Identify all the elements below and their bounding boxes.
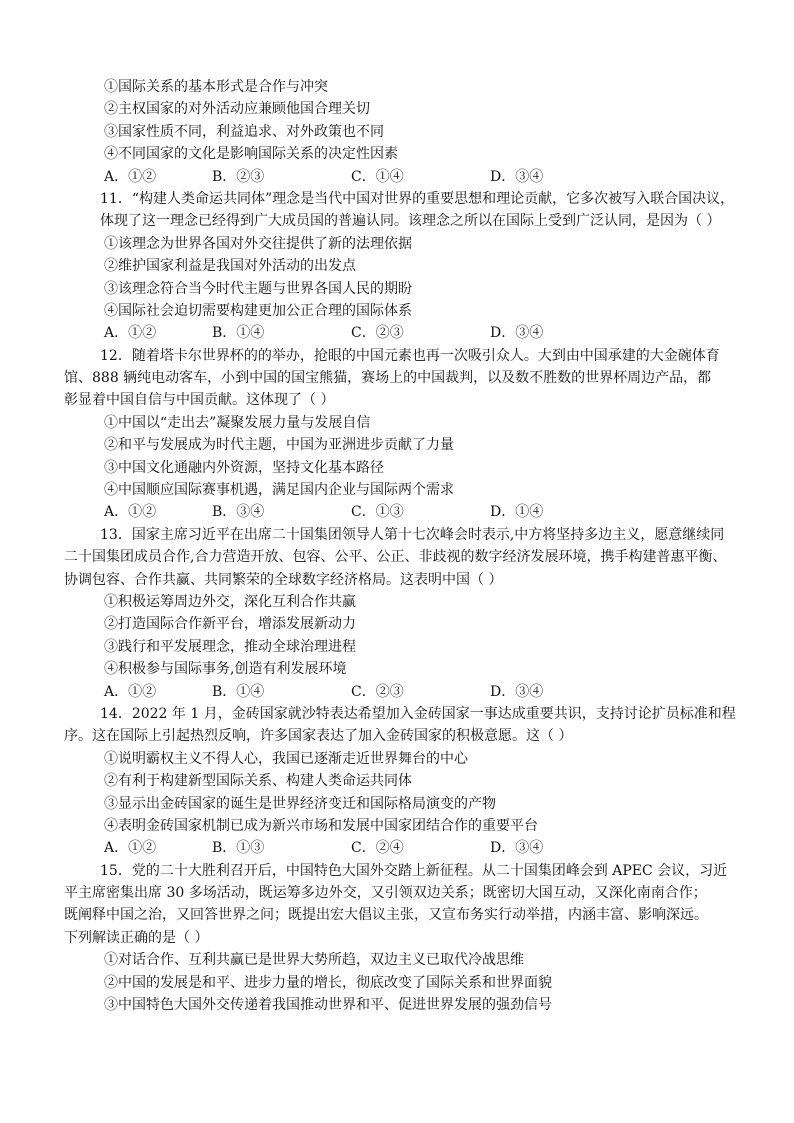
q11-option-2: ②维护国家利益是我国对外活动的出发点	[104, 258, 356, 275]
question-content	[64, 76, 736, 1016]
q12-answer-a: A．①②	[104, 504, 157, 521]
q14-stem-line-2: 序。这在国际上引起热烈反响，许多国家表达了加入金砖国家的积极意愿。这（ ）	[64, 728, 573, 745]
question-13	[64, 524, 732, 703]
q12-answer-b: B．③④	[212, 504, 265, 521]
q11-answer-c: C．②③	[351, 325, 404, 342]
q15-stem-line-1: 15．党的二十大胜利召开后，中国特色大国外交踏上新征程。从二十国集团峰会到 APEC 会议，习近	[100, 862, 728, 879]
q12-option-3: ③中国文化通融内外资源，坚持文化基本路径	[104, 459, 384, 476]
q10-answer-a: A．①②	[104, 168, 157, 185]
q13-option-2: ②打造国际合作新平台，增添发展新动力	[104, 616, 356, 633]
q11-answers	[104, 322, 732, 344]
q14-answer-d: D．③④	[490, 840, 544, 857]
q12-answers	[104, 501, 732, 523]
q10-answer-b: B．②③	[212, 168, 265, 185]
q15-option-3: ③中国特色大国外交传递着我国推动世界和平、促进世界发展的强劲信号	[104, 997, 552, 1014]
q13-answers	[104, 681, 732, 703]
q13-stem-line-3: 协调包容、合作共赢、共同繁荣的全球数字经济格局。这表明中国（ ）	[64, 571, 503, 588]
q10-answers	[104, 166, 732, 188]
question-15	[64, 860, 732, 1017]
question-14	[64, 703, 736, 860]
q13-answer-b: B．①④	[212, 683, 265, 700]
q10-answer-c: C．①④	[351, 168, 404, 185]
q15-stem-line-2: 平主席密集出席 30 多场活动，既运筹多边外交，又引领双边关系；既密切大国互动，又深化南南合作；	[64, 885, 707, 902]
q14-option-3: ③显示出金砖国家的诞生是世界经济变迁和国际格局演变的产物	[104, 795, 496, 812]
question-12	[64, 345, 732, 524]
q13-answer-c: C．②③	[351, 683, 404, 700]
q15-option-1: ①对话合作、互利共赢已是世界大势所趋，双边主义已取代冷战思维	[104, 952, 524, 969]
q14-option-4: ④表明金砖国家机制已成为新兴市场和发展中国家团结合作的重要平台	[104, 817, 538, 834]
question-11	[100, 188, 735, 345]
q13-answer-a: A．①②	[104, 683, 157, 700]
q11-option-3: ③该理念符合当今时代主题与世界各国人民的期盼	[104, 280, 412, 297]
q11-stem-line-1: 11．“构建人类命运共同体”理念是当代中国对世界的重要思想和理论贡献，它多次被写入联合国决议，	[100, 190, 735, 207]
q14-option-1: ①说明霸权主义不得人心，我国已逐渐走近世界舞台的中心	[104, 750, 468, 767]
q10-option-2: ②主权国家的对外活动应兼顾他国合理关切	[104, 101, 370, 118]
q12-option-4: ④中国顺应国际赛事机遇，满足国内企业与国际两个需求	[104, 482, 454, 499]
q12-answer-d: D．①④	[490, 504, 544, 521]
q14-answer-b: B．①③	[212, 840, 265, 857]
q15-option-2: ②中国的发展是和平、进步力量的增长，彻底改变了国际关系和世界面貌	[104, 974, 552, 991]
q12-option-2: ②和平与发展成为时代主题，中国为亚洲进步贡献了力量	[104, 437, 454, 454]
q11-answer-d: D．③④	[490, 325, 544, 342]
q14-stem-line-1: 14．2022 年 1 月，金砖国家就沙特表达希望加入金砖国家一事达成重要共识，支持讨论扩员标准和程	[100, 705, 736, 722]
q10-answer-d: D．③④	[490, 168, 544, 185]
q14-option-2: ②有利于构建新型国际关系、构建人类命运共同体	[104, 773, 412, 790]
q14-answer-a: A．①②	[104, 840, 157, 857]
q13-answer-d: D．③④	[490, 683, 544, 700]
q11-option-4: ④国际社会迫切需要构建更加公正合理的国际体系	[104, 302, 412, 319]
q12-stem-line-1: 12．随着塔卡尔世界杯的的举办，抢眼的中国元素也再一次吸引众人。大到由中国承建的大金碗体育	[100, 347, 720, 364]
q12-answer-c: C．①③	[351, 504, 404, 521]
q13-stem-line-2: 二十国集团成员合作,合力营造开放、包容、公平、公正、非歧视的数字经济发展环境，携手构建普惠平衡、	[64, 549, 727, 566]
q11-option-1: ①该理念为世界各国对外交往提供了新的法理依据	[104, 235, 412, 252]
q12-stem-line-2: 馆、888 辆纯电动客车，小到中国的国宝熊猫，赛场上的中国裁判，以及数不胜数的世界杯周边产品，都	[64, 370, 712, 387]
q11-stem-line-2: 体现了这一理念已经得到广大成员国的普遍认同。该理念之所以在国际上受到广泛认同，是因为（ ）	[100, 213, 721, 230]
q10-option-1: ①国际关系的基本形式是合作与冲突	[104, 79, 328, 95]
q10-option-3: ③国家性质不同，利益追求、对外政策也不同	[104, 123, 384, 140]
q11-answer-b: B．①④	[212, 325, 265, 342]
q14-answers	[104, 837, 732, 859]
question-10	[104, 76, 732, 188]
q13-option-4: ④积极参与国际事务,创造有利发展环境	[104, 661, 347, 678]
q12-option-1: ①中国以“走出去”凝聚发展力量与发展自信	[104, 414, 371, 431]
q13-stem-line-1: 13．国家主席习近平在出席二十国集团领导人第十七次峰会时表示,中方将坚持多边主义，愿意继续同	[100, 526, 725, 543]
q10-option-4: ④不同国家的文化是影响国际关系的决定性因素	[104, 146, 398, 163]
q15-stem-line-3: 既阐释中国之治，又回答世界之问；既提出宏大倡议主张，又宣布务实行动举措，内涵丰富、影响深远。	[64, 907, 708, 924]
q12-stem-line-3: 彰显着中国自信与中国贡献。这体现了（ ）	[64, 392, 335, 409]
q13-option-3: ③践行和平发展理念，推动全球治理进程	[104, 638, 356, 655]
q11-answer-a: A．①②	[104, 325, 157, 342]
q13-option-1: ①积极运筹周边外交，深化互利合作共赢	[104, 593, 356, 610]
q15-stem-line-4: 下列解读正确的是（ ）	[64, 929, 209, 946]
q14-answer-c: C．②④	[351, 840, 404, 857]
